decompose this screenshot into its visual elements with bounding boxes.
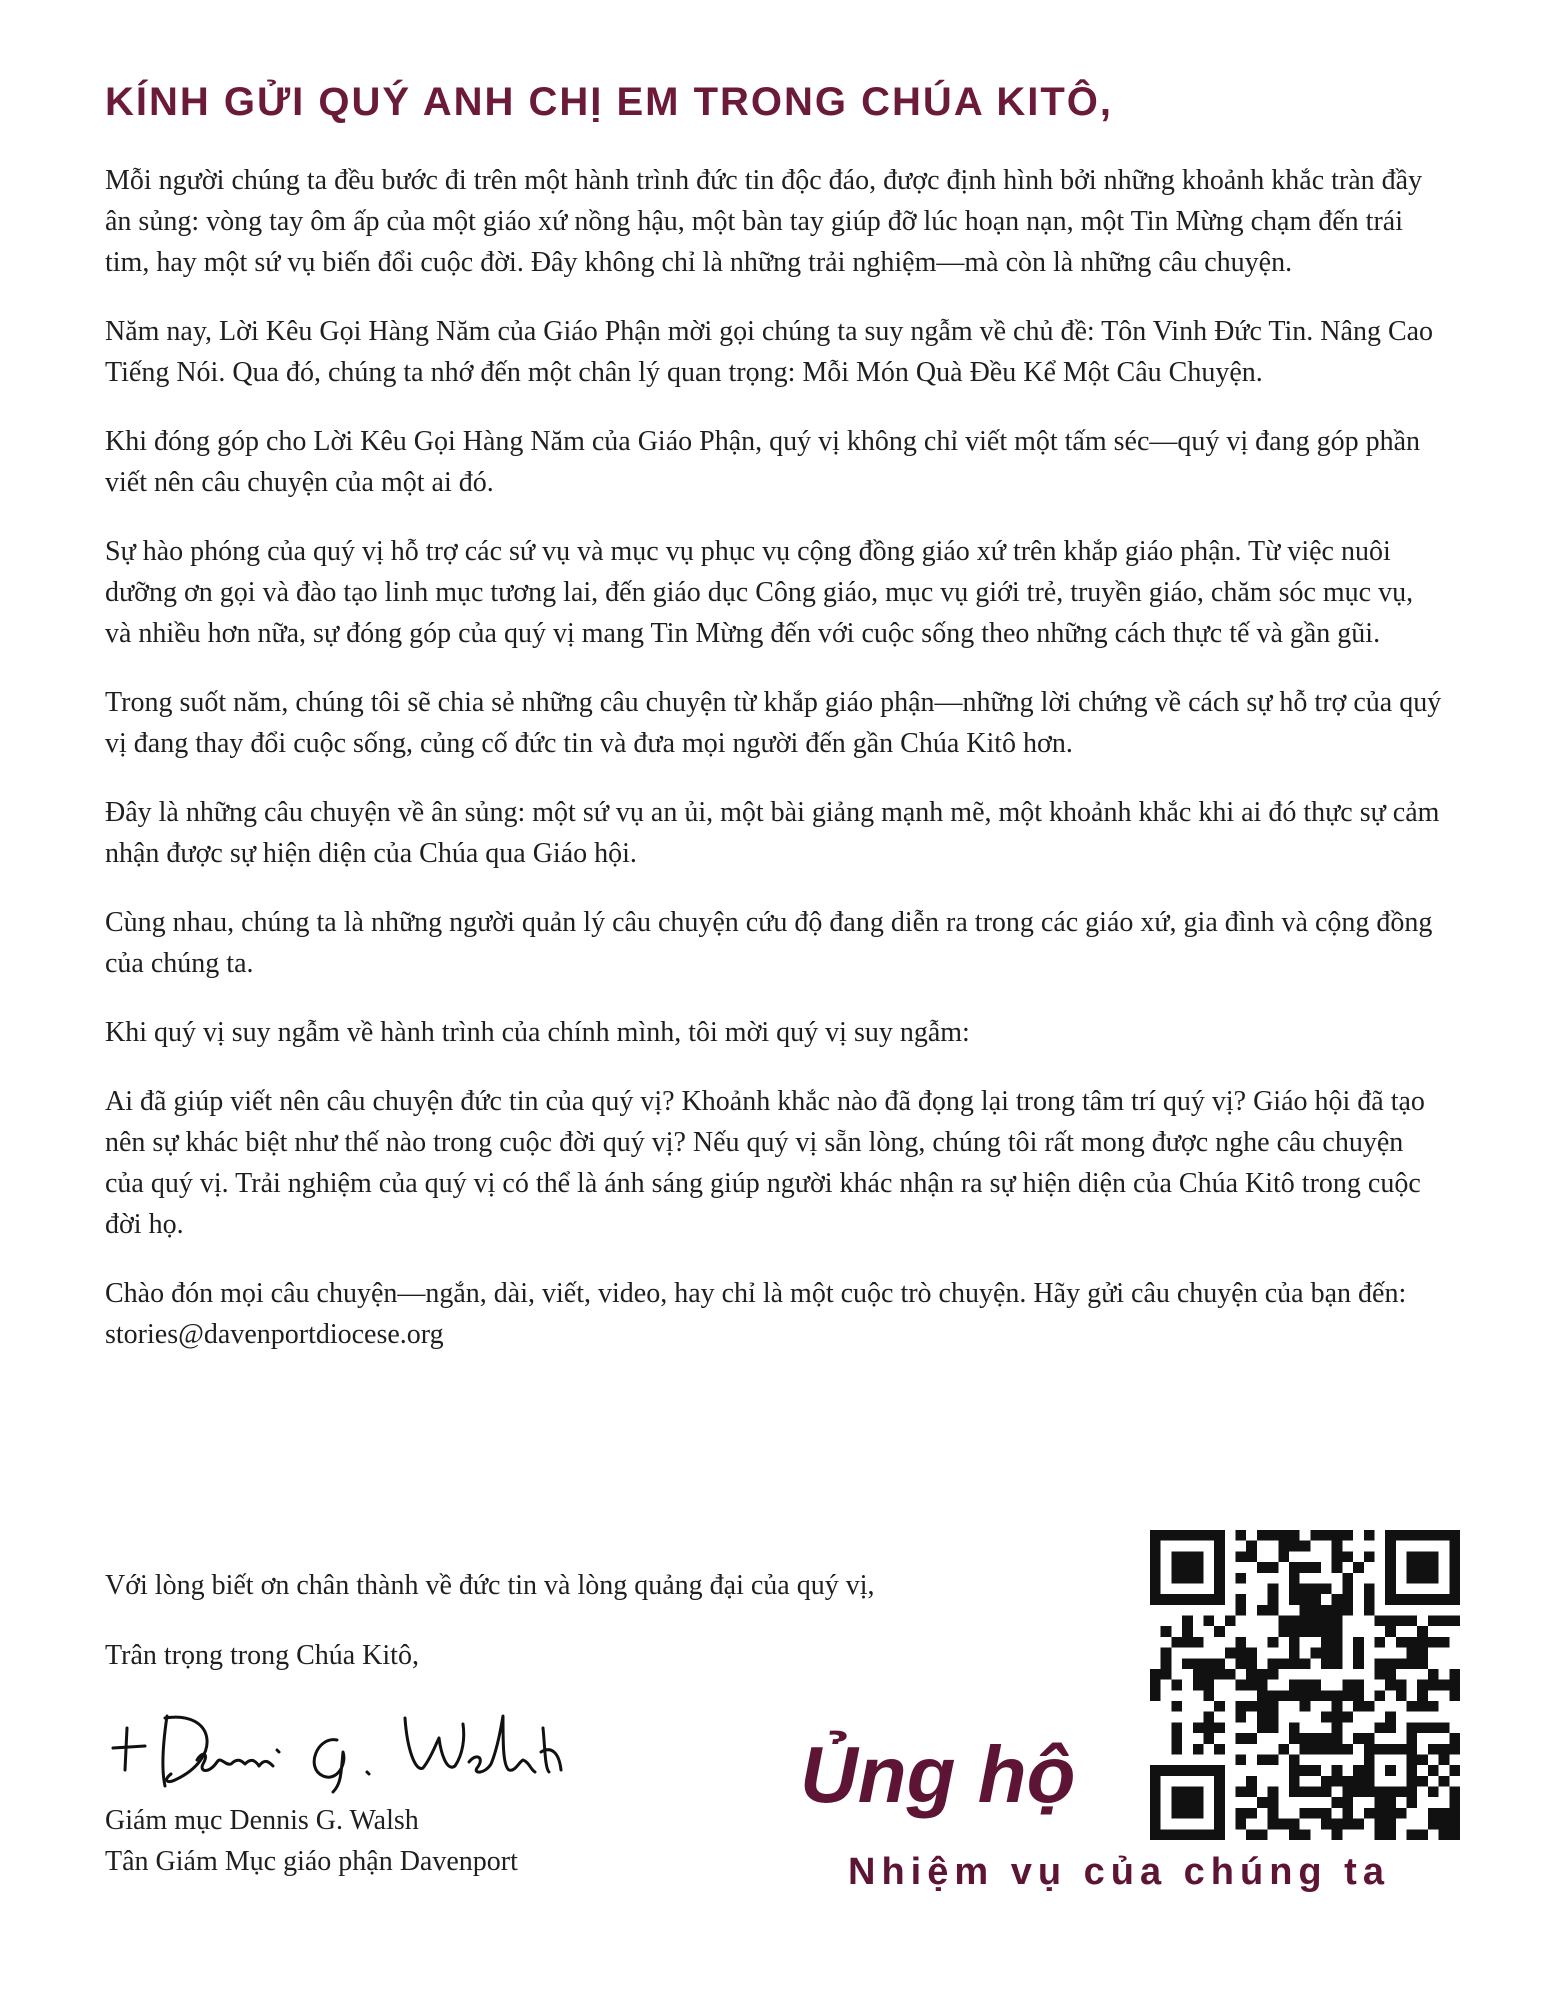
paragraph-2: Năm nay, Lời Kêu Gọi Hàng Năm của Giáo Phận mời gọi chúng ta suy ngẫm về chủ đề: Tôn Vinh Đức Tin. Nâng Cao Tiếng Nói. Qua đó, chúng ta nhớ đến một chân lý quan trọng: Mỗi Món Quà Đều Kể Một Câu Chuyện. (105, 316, 1434, 388)
letter-body (105, 160, 1445, 1383)
paragraph-10: Chào đón mọi câu chuyện—ngắn, dài, viết, video, hay chỉ là một cuộc trò chuyện. Hãy gửi câu chuyện của bạn đến: stories@davenportdiocese.org (105, 1278, 1407, 1350)
paragraph-9: Ai đã giúp viết nên câu chuyện đức tin của quý vị? Khoảnh khắc nào đã đọng lại trong tâm trí quý vị? Giáo hội đã tạo nên sự khác biệt như thế nào trong cuộc đời quý vị? Nếu quý vị sẵn lòng, chúng tôi rất mong được nghe câu chuyện của quý vị. Trải nghiệm của quý vị có thể là ánh sáng giúp người khác nhận ra sự hiện diện của Chúa Kitô trong cuộc đời họ. (105, 1086, 1425, 1240)
closing-salutation: Trân trọng trong Chúa Kitô, (105, 1640, 419, 1671)
paragraph-6: Đây là những câu chuyện về ân sủng: một sứ vụ an ủi, một bài giảng mạnh mẽ, một khoảnh khắc khi ai đó thực sự cảm nhận được sự hiện diện của Chúa qua Giáo hội. (105, 797, 1440, 869)
signer-title: Tân Giám Mục giáo phận Davenport (105, 1846, 518, 1877)
signer-block (105, 1800, 518, 1882)
paragraph-8: Khi quý vị suy ngẫm về hành trình của chính mình, tôi mời quý vị suy ngẫm: (105, 1017, 970, 1048)
signature-image (105, 1688, 565, 1798)
paragraph-7: Cùng nhau, chúng ta là những người quản lý câu chuyện cứu độ đang diễn ra trong các giáo xứ, gia đình và cộng đồng của chúng ta. (105, 907, 1433, 979)
paragraph-5: Trong suốt năm, chúng tôi sẽ chia sẻ những câu chuyện từ khắp giáo phận—những lời chứng về cách sự hỗ trợ của quý vị đang thay đổi cuộc sống, củng cố đức tin và đưa mọi người đến gần Chúa Kitô hơn. (105, 687, 1442, 759)
donate-headline: Ủng hộ (800, 1730, 1076, 1819)
closing-gratitude: Với lòng biết ơn chân thành về đức tin và lòng quảng đại của quý vị, (105, 1570, 875, 1601)
qr-code-icon[interactable] (1150, 1530, 1460, 1840)
paragraph-3: Khi đóng góp cho Lời Kêu Gọi Hàng Năm của Giáo Phận, quý vị không chỉ viết một tấm séc—quý vị đang góp phần viết nên câu chuyện của một ai đó. (105, 426, 1421, 498)
paragraph-1: Mỗi người chúng ta đều bước đi trên một hành trình đức tin độc đáo, được định hình bởi những khoảnh khắc tràn đầy ân sủng: vòng tay ôm ấp của một giáo xứ nồng hậu, một bàn tay giúp đỡ lúc hoạn nạn, một Tin Mừng chạm đến trái tim, hay một sứ vụ biến đổi cuộc đời. Đây không chỉ là những trải nghiệm—mà còn là những câu chuyện. (105, 165, 1423, 278)
donate-subheadline: Nhiệm vụ của chúng ta (848, 1851, 1390, 1893)
letter-heading: KÍNH GỬI QUÝ ANH CHỊ EM TRONG CHÚA KITÔ, (105, 80, 1113, 124)
paragraph-4: Sự hào phóng của quý vị hỗ trợ các sứ vụ và mục vụ phục vụ cộng đồng giáo xứ trên khắp giáo phận. Từ việc nuôi dưỡng ơn gọi và đào tạo linh mục tương lai, đến giáo dục Công giáo, mục vụ giới trẻ, truyền giáo, chăm sóc mục vụ, và nhiều hơn nữa, sự đóng góp của quý vị mang Tin Mừng đến với cuộc sống theo những cách thực tế và gần gũi. (105, 536, 1414, 649)
signer-name: Giám mục Dennis G. Walsh (105, 1805, 419, 1836)
